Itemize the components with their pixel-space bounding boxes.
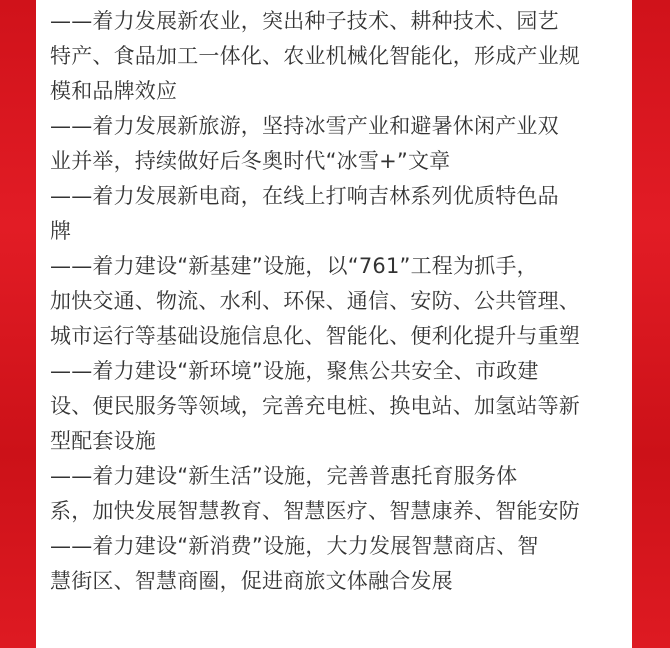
text-line-8: ——着力建设“新基建”设施，以“761”工程为抓手， xyxy=(50,254,538,278)
text-line-6: ——着力发展新电商，在线上打响吉林系列优质特色品 xyxy=(50,184,559,208)
text-line-10: 城市运行等基础设施信息化、智能化、便利化提升与重塑 xyxy=(50,324,580,348)
article-panel xyxy=(36,0,632,648)
text-line-14: ——着力建设“新生活”设施，完善普惠托育服务体 xyxy=(50,464,518,488)
text-line-13: 型配套设施 xyxy=(50,429,156,453)
text-line-9: 加快交通、物流、水利、环保、通信、安防、公共管理、 xyxy=(50,289,580,313)
text-line-4: ——着力发展新旅游，坚持冰雪产业和避暑休闲产业双 xyxy=(50,114,559,138)
text-line-16: ——着力建设“新消费”设施，大力发展智慧商店、智 xyxy=(50,534,539,558)
left-red-border xyxy=(0,0,36,648)
text-line-12: 设、便民服务等领域，完善充电桩、换电站、加氢站等新 xyxy=(50,394,580,418)
text-line-17: 慧街区、智慧商圈，促进商旅文体融合发展 xyxy=(50,569,453,593)
text-line-7: 牌 xyxy=(50,219,72,243)
text-line-3: 模和品牌效应 xyxy=(50,79,178,103)
right-red-border xyxy=(632,0,670,648)
text-line-15: 系，加快发展智慧教育、智慧医疗、智慧康养、智能安防 xyxy=(50,499,580,523)
text-line-11: ——着力建设“新环境”设施，聚焦公共安全、市政建 xyxy=(50,359,539,383)
text-line-5: 业并举，持续做好后冬奥时代“冰雪+”文章 xyxy=(50,149,451,173)
text-line-1: ——着力发展新农业，突出种子技术、耕种技术、园艺 xyxy=(50,9,559,33)
text-line-2: 特产、食品加工一体化、农业机械化智能化，形成产业规 xyxy=(50,44,580,68)
